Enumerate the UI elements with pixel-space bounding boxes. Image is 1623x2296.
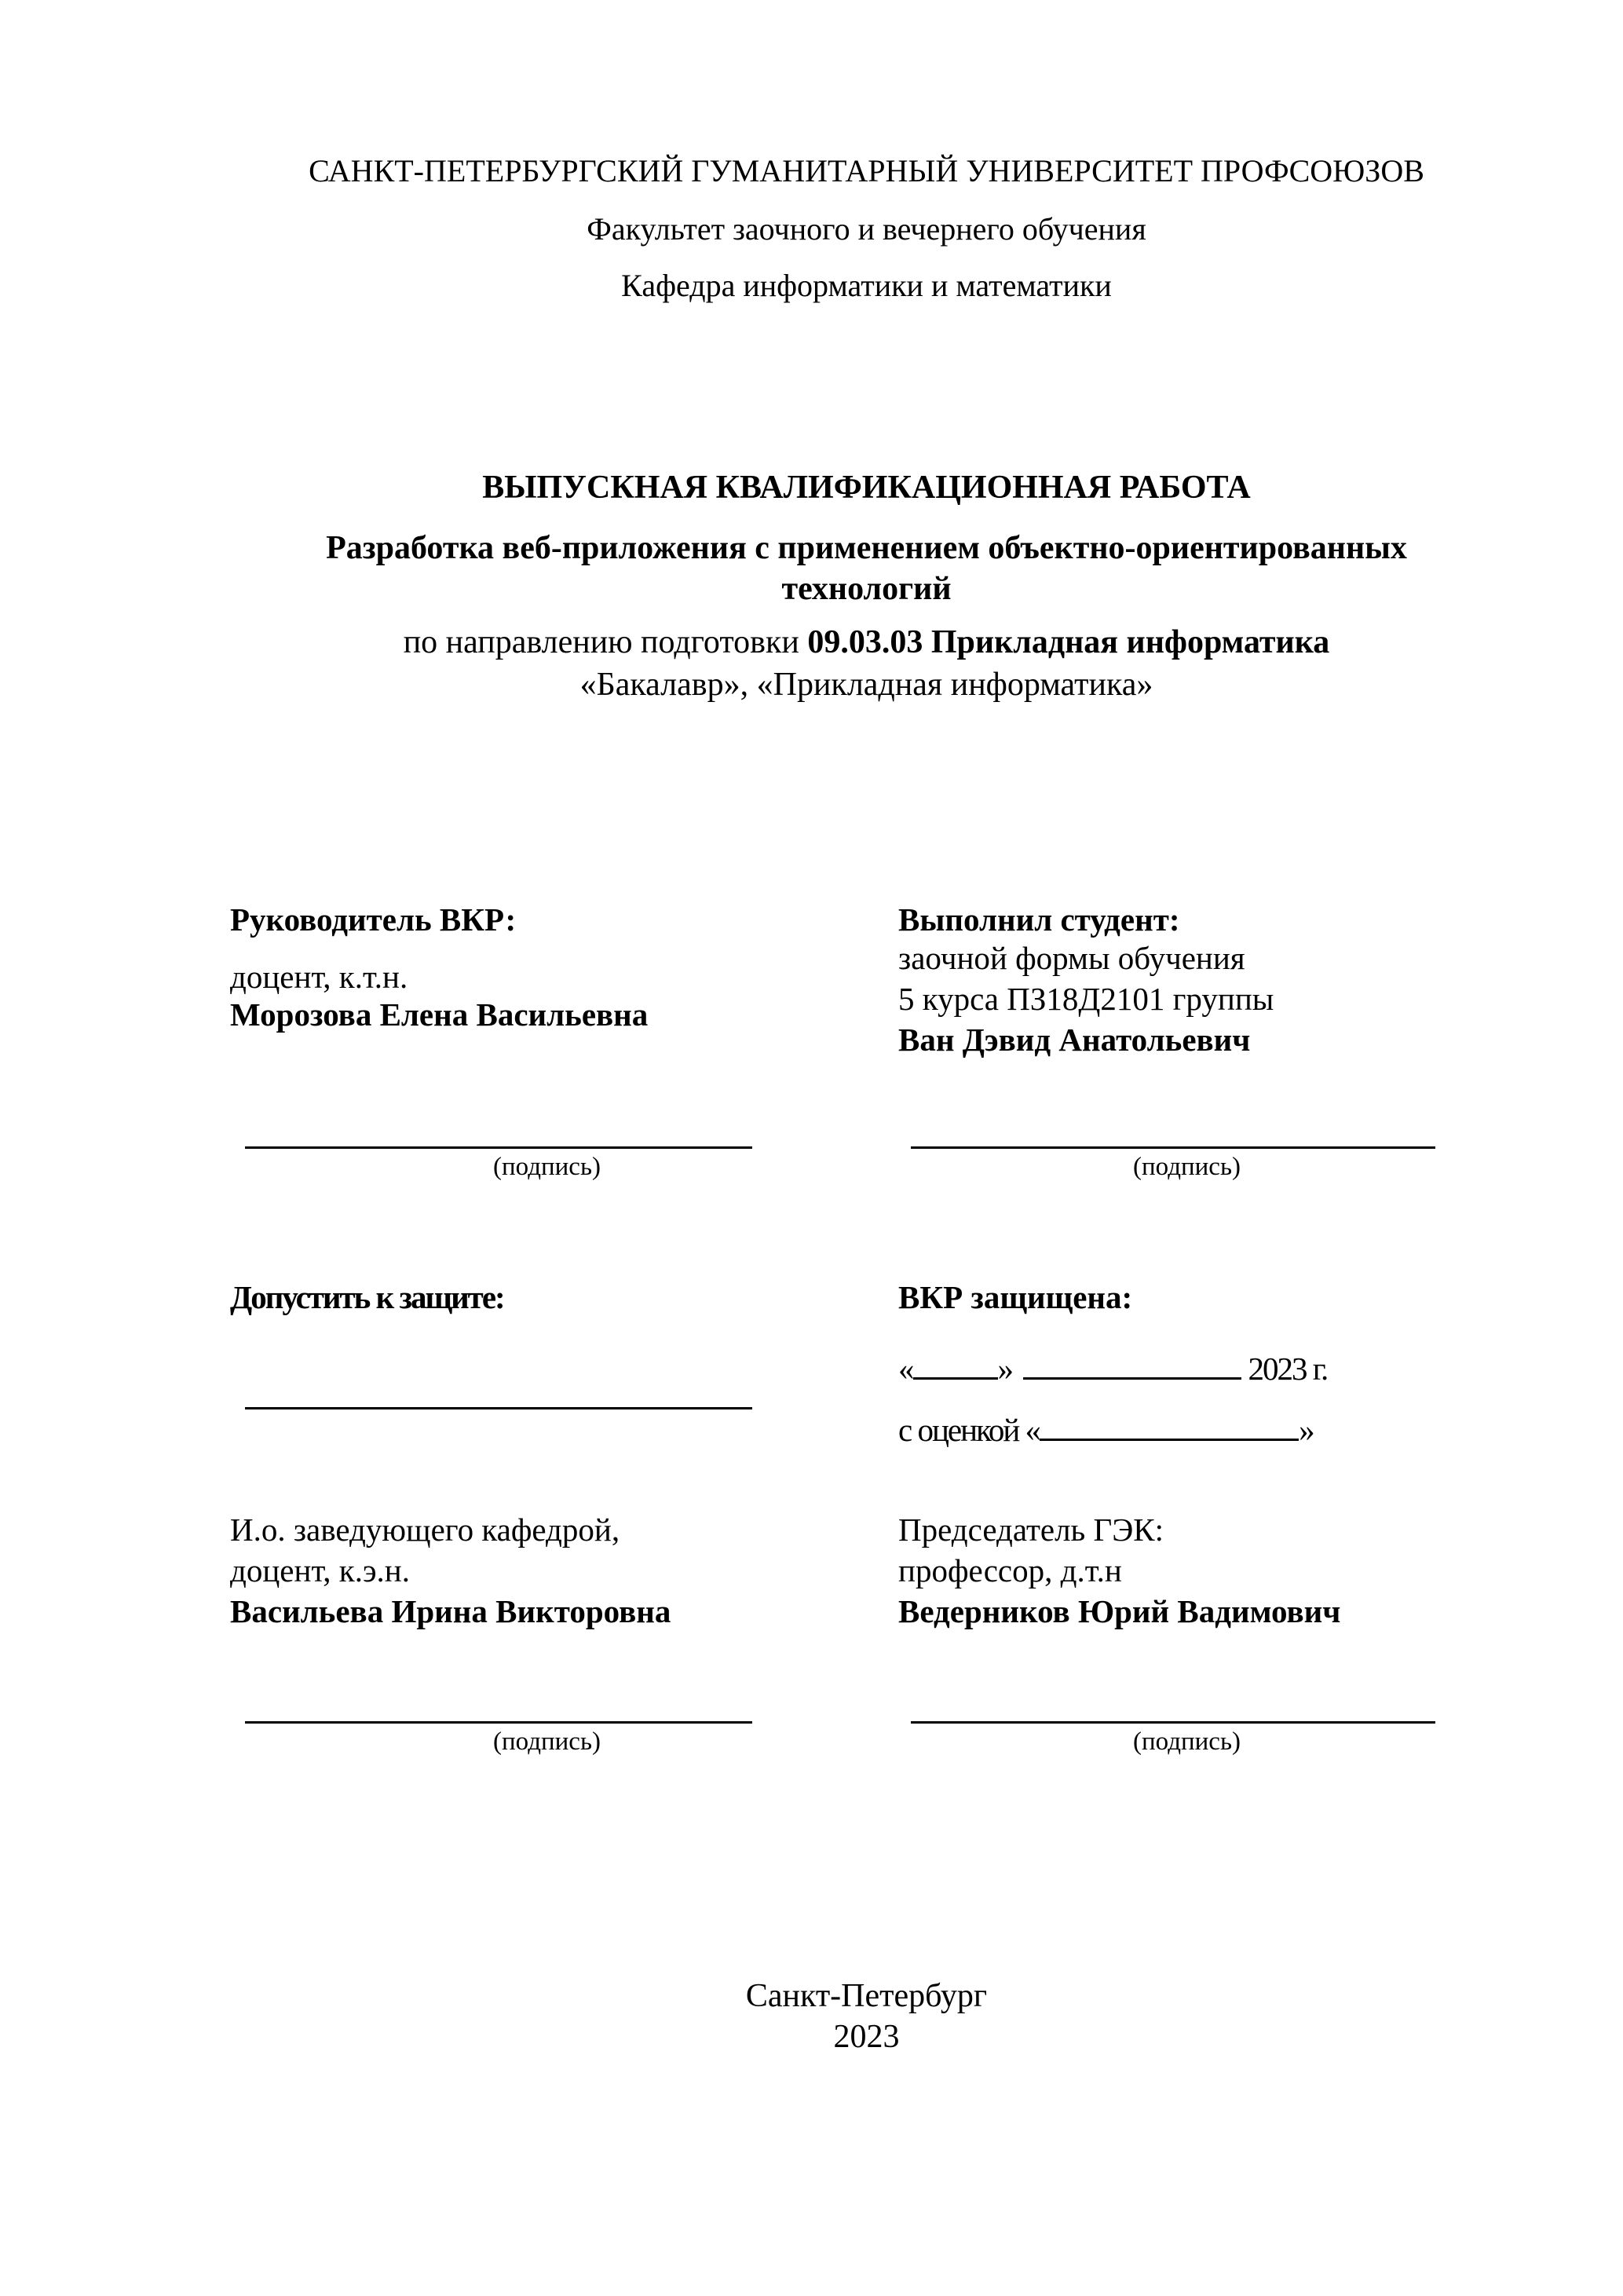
qualification-line: «Бакалавр», «Прикладная информатика» [579, 667, 1153, 703]
defense-grade-line [898, 1410, 1314, 1449]
commission-chair-signature-line [911, 1721, 1435, 1724]
footer-city: Санкт-Петербург [745, 1978, 988, 2014]
defense-date-line [898, 1349, 1327, 1387]
university-name: САНКТ-ПЕТЕРБУРГСКИЙ ГУМАНИТАРНЫЙ УНИВЕРСИТЕТ ПРОФСОЮЗОВ [309, 153, 1424, 188]
commission-chair-signature-caption: (подпись) [1133, 1727, 1241, 1756]
direction-line [55, 623, 1623, 661]
defense-label: ВКР защищена: [898, 1279, 1133, 1315]
supervisor-signature-line [245, 1146, 752, 1149]
footer-year: 2023 [833, 2019, 900, 2055]
commission-chair-position: профессор, д.т.н [898, 1552, 1122, 1589]
supervisor-label: Руководитель ВКР: [230, 901, 517, 938]
defense-date-open-quote: « [898, 1351, 913, 1387]
defense-day-blank [913, 1349, 998, 1380]
admission-signature-line [245, 1407, 752, 1409]
supervisor-position: доцент, к.т.н. [230, 959, 408, 995]
direction-prefix: по направлению подготовки [403, 624, 808, 660]
student-signature-line [911, 1146, 1435, 1149]
defense-grade-blank [1040, 1410, 1299, 1441]
department-name: Кафедра информатики и математики [621, 268, 1112, 303]
student-study-form: заочной формы обучения [898, 940, 1245, 976]
work-type-title: ВЫПУСКНАЯ КВАЛИФИКАЦИОННАЯ РАБОТА [482, 470, 1251, 506]
direction-code: 09.03.03 Прикладная информатика [807, 624, 1330, 660]
student-name: Ван Дэвид Анатольевич [898, 1022, 1251, 1058]
student-group: 5 курса ПЗ18Д2101 группы [898, 981, 1274, 1017]
head-of-department-signature-caption: (подпись) [493, 1727, 601, 1756]
defense-grade-close-quote: » [1299, 1412, 1314, 1448]
student-signature-caption: (подпись) [1133, 1153, 1241, 1181]
head-of-department-position: доцент, к.э.н. [230, 1552, 410, 1589]
defense-year: 2023 г. [1248, 1351, 1328, 1387]
supervisor-signature-caption: (подпись) [493, 1153, 601, 1181]
student-label: Выполнил студент: [898, 901, 1180, 938]
head-of-department-name: Васильева Ирина Викторовна [230, 1593, 671, 1629]
defense-date-close-quote: » [997, 1351, 1012, 1387]
defense-grade-prefix: с оценкой « [898, 1412, 1040, 1448]
topic-line-2: технологий [781, 571, 952, 607]
topic-line-1: Разработка веб-приложения с применением объектно-ориентированных [326, 530, 1407, 566]
head-of-department-signature-line [245, 1721, 752, 1724]
faculty-name: Факультет заочного и вечернего обучения [587, 211, 1146, 247]
head-of-department-title: И.о. заведующего кафедрой, [230, 1512, 620, 1548]
supervisor-name: Морозова Елена Васильевна [230, 996, 649, 1033]
commission-chair-name: Ведерников Юрий Вадимович [898, 1593, 1341, 1629]
defense-month-blank [1023, 1349, 1241, 1380]
admission-label: Допустить к защите: [230, 1279, 504, 1315]
commission-chair-title: Председатель ГЭК: [898, 1512, 1164, 1548]
